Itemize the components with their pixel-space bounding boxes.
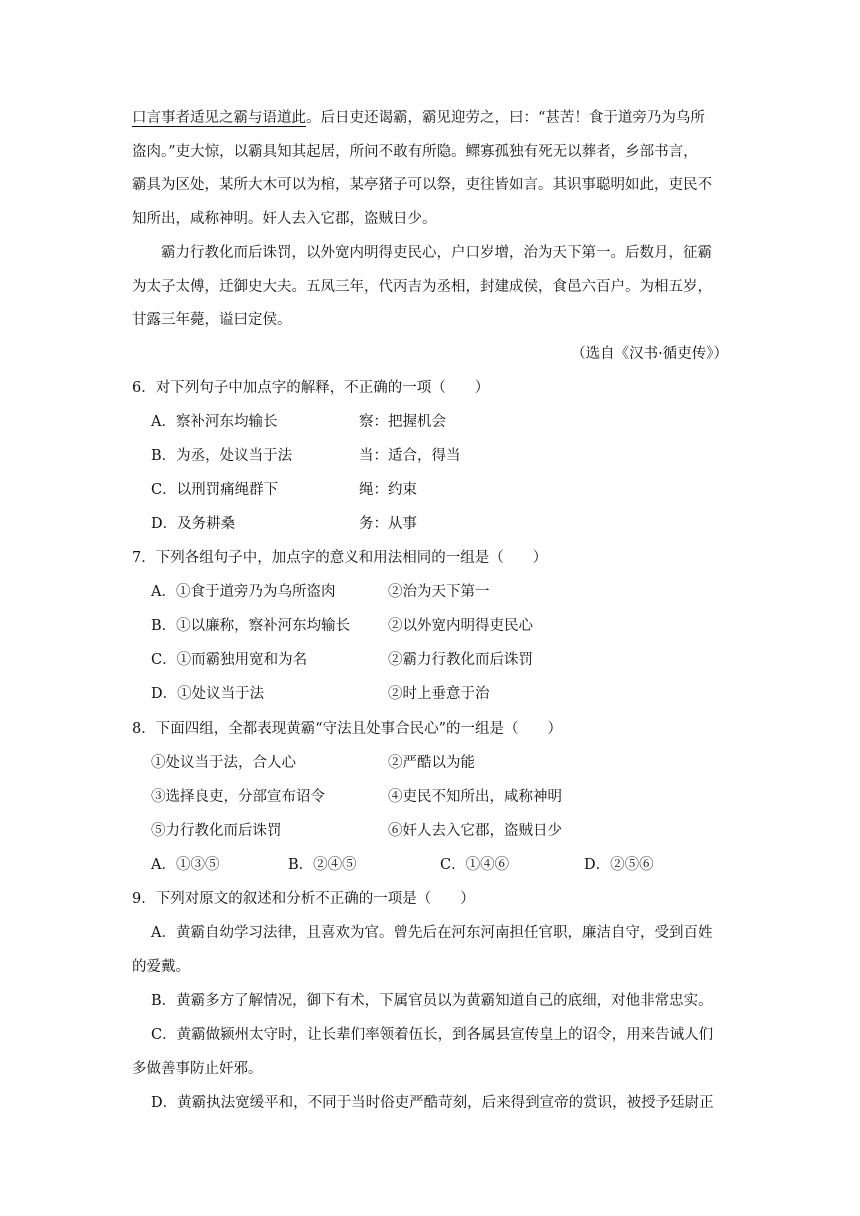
q6-option-a: A．察补河东均输长 (151, 414, 278, 430)
q8-item-4: ④吏民不知所出，咸称神明 (388, 789, 562, 805)
q8-choice-a: A．①③⑤ (151, 857, 220, 873)
q6-option-a-explanation: 察：把握机会 (359, 414, 446, 430)
q7-option-b-right: ②以外宽内明得吏民心 (388, 618, 533, 634)
passage-line-5: 霸力行教化而后诛罚，以外宽内明得吏民心，户口岁增，治为天下第一。后数月，征霸 (161, 245, 712, 261)
q7-option-a-left: A．①食于道旁乃为乌所盗肉 (151, 584, 336, 600)
q6-option-b: B．为丞，处议当于法 (151, 448, 293, 464)
q6-option-d: D．及务耕桑 (151, 516, 236, 532)
passage-line-2: 盗肉。”吏大惊，以霸具知其起居，所问不敢有所隐。鳏寡孤独有死无以葬者，乡部书言， (132, 144, 698, 160)
q8-item-1: ①处议当于法，合人心 (151, 755, 296, 771)
question-6-stem: 6．对下列句子中加点字的解释，不正确的一项（ ） (132, 380, 490, 396)
q9-option-b: B．黄霸多方了解情况，御下有术，下属官员以为黄霸知道自己的底细，对他非常忠实。 (151, 993, 713, 1009)
q7-option-b-left: B．①以廉称，察补河东均输长 (151, 618, 351, 634)
q6-option-d-explanation: 务：从事 (359, 516, 417, 532)
passage-line-1 (132, 108, 705, 128)
q6-option-c-explanation: 绳：约束 (359, 482, 417, 498)
q7-option-d-right: ②时上垂意于治 (388, 686, 490, 702)
q7-option-a-right: ②治为天下第一 (388, 584, 490, 600)
q6-option-b-explanation: 当：适合，得当 (359, 448, 461, 464)
q8-choice-c: C．①④⑥ (440, 857, 510, 873)
q9-option-c-line-2: 多做善事防止奸邪。 (132, 1061, 263, 1077)
question-9-stem: 9．下列对原文的叙述和分析不正确的一项是（ ） (132, 891, 475, 907)
passage-source: （选自《汉书·循吏传》） (571, 346, 728, 362)
q9-option-d-line-1: D．黄霸执法宽缓平和，不同于当时俗吏严酷苛刻，后来得到宣帝的赏识，被授予廷尉正 (151, 1095, 714, 1111)
passage-line-3: 霸具为区处，某所大木可以为棺，某亭猪子可以祭，吏往皆如言。其识事聪明如此，吏民不 (132, 177, 712, 193)
question-8-stem: 8．下面四组，全都表现黄霸“守法且处事合民心”的一组是（ ） (132, 721, 563, 737)
q8-item-6: ⑥奸人去入它郡，盗贼日少 (388, 823, 562, 839)
passage-line-4: 知所出，咸称神明。奸人去入它郡，盗贼日少。 (132, 211, 437, 227)
passage-line-7: 甘露三年薨，谥曰定侯。 (132, 312, 292, 328)
q8-item-5: ⑤力行教化而后诛罚 (151, 823, 282, 839)
q8-item-3: ③选择良吏，分部宣布诏令 (151, 789, 325, 805)
q9-option-a-line-1: A．黄霸自幼学习法律，且喜欢为官。曾先后在河东河南担任官职，廉洁自守，受到百姓 (151, 925, 713, 941)
q6-option-c: C．以刑罚痛绳群下 (151, 482, 279, 498)
passage-underlined-text: 口言事者适见之霸与语道此 (132, 110, 306, 126)
passage-line-1-rest: 。后日吏还谒霸，霸见迎劳之，曰：“甚苦！食于道旁乃为乌所 (306, 110, 705, 126)
q8-item-2: ②严酷以为能 (388, 755, 475, 771)
q8-choice-d: D．②⑤⑥ (584, 857, 654, 873)
q9-option-c-line-1: C．黄霸做颍州太守时，让长辈们率领着伍长，到各属县宣传皇上的诏令，用来告诫人们 (151, 1027, 714, 1043)
question-7-stem: 7．下列各组句子中，加点字的意义和用法相同的一组是（ ） (132, 550, 548, 566)
q7-option-c-right: ②霸力行教化而后诛罚 (388, 652, 533, 668)
q9-option-a-line-2: 的爱戴。 (132, 959, 190, 975)
q7-option-c-left: C．①而霸独用宽和为名 (151, 652, 308, 668)
q8-choice-b: B．②④⑤ (288, 857, 357, 873)
passage-line-6: 为太子太傅，迁御史大夫。五凤三年，代丙吉为丞相，封建成侯，食邑六百户。为相五岁， (132, 279, 712, 295)
q7-option-d-left: D．①处议当于法 (151, 686, 265, 702)
